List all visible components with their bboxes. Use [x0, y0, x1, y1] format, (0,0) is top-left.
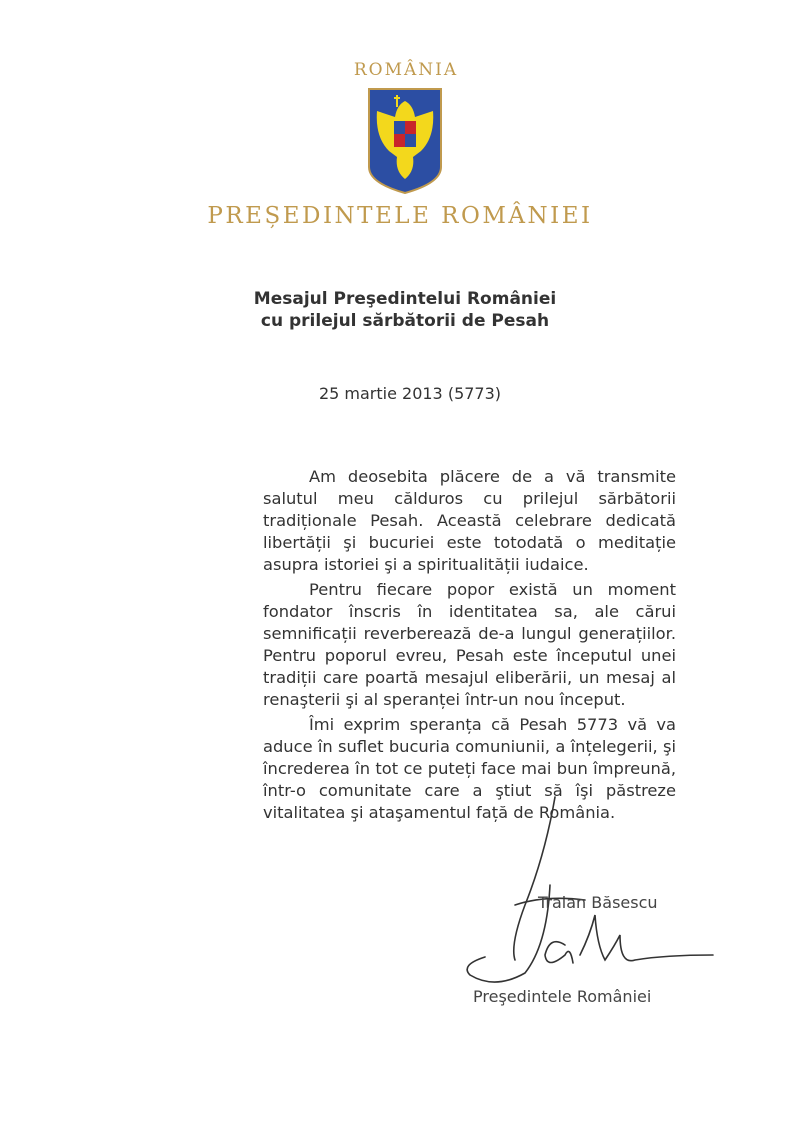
signatory-title: Preşedintele României: [473, 987, 652, 1006]
title-line: Mesajul Preşedintelui României: [253, 289, 557, 309]
paragraph: Îmi exprim speranța că Pesah 5773 vă va aduce în suflet bucuria comuniunii, a înțelegerii, şi încrederea în tot ce puteți face mai bun împreună, într-o comunitate care a ştiut să îşi păstreze vitalitatea şi ataşamentul față de România.: [263, 715, 676, 822]
title-line: cu prilejul sărbătorii de Pesah: [260, 311, 550, 331]
document-title: [0, 288, 800, 332]
paragraph: Am deosebita plăcere de a vă transmite salutul meu călduros cu prilejul sărbătorii tradiționale Pesah. Această celebrare dedicată libertății şi bucuriei este totodată o meditație asupra istoriei şi a spiritualității iudaice.: [263, 467, 676, 574]
country-heading: ROMÂNIA: [353, 60, 459, 80]
office-heading: PREȘEDINTELE ROMÂNIEI: [207, 203, 593, 229]
coat-of-arms-icon: [367, 87, 443, 195]
message-body: [263, 466, 676, 827]
paragraph: Pentru fiecare popor există un moment fondator înscris în identitatea sa, ale cărui semnificații reverberează de-a lungul generațiilor. Pentru poporul evreu, Pesah este începutul unei tradiții care poartă mesajul eliberării, un mesaj al renaşterii şi al speranței într-un nou început.: [263, 580, 676, 709]
document-date: 25 martie 2013 (5773): [318, 384, 502, 403]
signatory-name: Traian Băsescu: [538, 893, 658, 912]
